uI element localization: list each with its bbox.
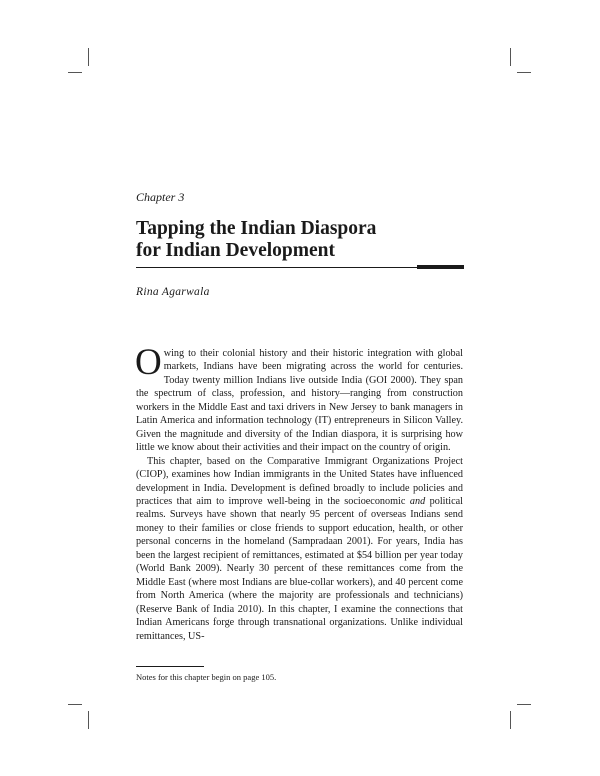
author-name: Rina Agarwala	[136, 286, 210, 298]
crop-mark	[517, 72, 531, 73]
crop-mark	[510, 48, 511, 66]
chapter-title-line-1: Tapping the Indian Diaspora	[136, 218, 377, 239]
crop-mark	[510, 711, 511, 729]
paragraph-2-text-b: political realms. Surveys have shown that nearly 95 percent of overseas Indians send money to their families or close friends to support education, health, or other personal concerns in the homeland (Sampradaan 2001). For years, India has been the largest recipient of remittances, estimated at $54 billion per year today (World Bank 2009). Nearly 30 percent of these remittances come from the Middle East (where most Indians are blue-collar workers), and 40 percent come from North America (where the majority are professionals and technicians) (Reserve Bank of India 2010). In this chapter, I examine the connections that Indian Americans forge through transnational organizations. Unlike individual remittances, US-	[136, 495, 464, 642]
paragraph-1-text: wing to their colonial history and their historic integration with global markets, Indians have been migrating across the world for centuries. Today twenty million Indians live outside India (GOI 2000). They span the spectrum of class, profession, and history—ranging from construction workers in the Middle East and taxi drivers in New Jersey to bank managers in Latin America and information technology (IT) entrepreneurs in Silicon Valley. Given the magnitude and diversity of the Indian diaspora, it is surprising how little we know about their activities and their impact on the country of origin.	[136, 348, 463, 454]
footnote-rule	[136, 666, 204, 667]
crop-mark	[88, 48, 89, 66]
paragraph-2-emphasis: and	[409, 495, 426, 507]
chapter-label: Chapter 3	[136, 190, 185, 204]
title-rule	[136, 267, 417, 268]
crop-mark	[88, 711, 89, 729]
paragraph-1	[135, 342, 463, 455]
chapter-title-line-2: for Indian Development	[136, 240, 335, 261]
body-text	[135, 342, 464, 643]
crop-mark	[68, 704, 82, 705]
title-rule-accent	[417, 265, 464, 269]
crop-mark	[68, 72, 82, 73]
paragraph-2-text-a: This chapter, based on the Comparative Immigrant Organizations Project (CIOP), examines how Indian immigrants in the United States have influenced development in India. Development is defined broadly to include policies and practices that aim to improve well-being in the socioeconomic	[136, 455, 463, 507]
drop-cap: O	[135, 342, 162, 383]
paragraph-2	[136, 455, 463, 643]
crop-mark	[517, 704, 531, 705]
footnote: Notes for this chapter begin on page 105.	[136, 672, 277, 682]
chapter-title	[136, 218, 456, 262]
